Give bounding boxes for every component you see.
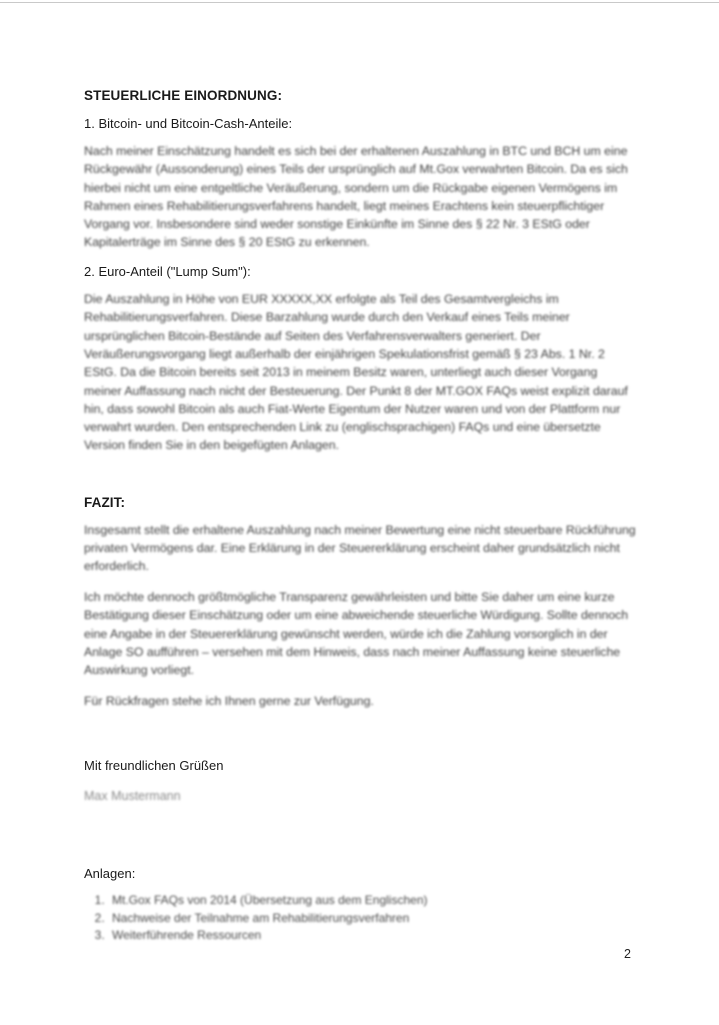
paragraph-euro-auszahlung: Die Auszahlung in Höhe von EUR XXXXX,XX erfolgte als Teil des Gesamtvergleichs im Rehabilitierungsverfahren. Diese Barzahlung wurde durch den Verkauf eines Teils meiner ursprünglichen Bitcoin-Bestände auf Seiten des Verfahrensverwalters generiert. Der Veräußerungsvorgang liegt außerhalb der einjährigen Spekulationsfrist gemäß § 23 Abs. 1 Nr. 2 EStG. Da die Bitcoin bereits seit 2013 in meinem Besitz waren, unterliegt auch dieser Vorgang meiner Auffassung nach nicht der Besteuerung. Der Punkt 8 der MT.GOX FAQs weist explizit darauf hin, dass sowohl Bitcoin als auch Fiat-Werte Eigentum der Nutzer waren und von der Plattform nur verwahrt wurden. Den entsprechenden Link zu (englischsprachigen) FAQs und eine übersetzte Version finden Sie in den beigefügten Anlagen. [84, 292, 628, 453]
attachments-heading: Anlagen: [84, 866, 136, 882]
paragraph-bitcoin-einschaetzung: Nach meiner Einschätzung handelt es sich bei der erhaltenen Auszahlung in BTC und BCH um eine Rückgewähr (Aussonderung) eines Teils der ursprünglich auf Mt.Gox verwahrten Bitcoin. Da es sich hierbei nicht um eine entgeltliche Veräußerung, sondern um die Rückgabe eigenen Vermögens im Rahmen eines Rehabilitierungsverfahrens handelt, liegt meines Erachtens kein steuerpflichtiger Vorgang vor. Insbesondere sind weder sonstige Einkünfte im Sinne des § 22 Nr. 3 EStG oder Kapitalerträge im Sinne des § 20 EStG zu erkennen. [84, 144, 628, 250]
attachments-list [84, 892, 637, 945]
section-heading-steuerliche-einordnung: STEUERLICHE EINORDNUNG: [84, 88, 283, 103]
attachment-item-ressourcen: 3. Weiterführende Ressourcen [108, 927, 637, 945]
paragraph-rueckfragen: Für Rückfragen stehe ich Ihnen gerne zur Verfügung. [84, 693, 374, 708]
paragraph-fazit-bewertung: Insgesamt stellt die erhaltene Auszahlung nach meiner Bewertung eine nicht steuerbare Rückführung privaten Vermögens dar. Eine Erklärung in der Steuererklärung erscheint daher grundsätzlich nicht erforderlich. [84, 522, 636, 574]
subheading-bitcoin-anteile: 1. Bitcoin- und Bitcoin-Cash-Anteile: [84, 116, 293, 131]
paragraph-fazit-transparenz: Ich möchte dennoch größtmögliche Transparenz gewährleisten und bitte Sie daher um eine kurze Bestätigung dieser Einschätzung oder um eine abweichende steuerliche Würdigung. Sollte dennoch eine Angabe in der Steuererklärung gewünscht werden, würde ich die Zahlung vorsorglich in der Anlage SO aufführen – versehen mit dem Hinweis, dass nach meiner Auffassung keine steuerliche Auswirkung vorliegt. [84, 589, 629, 678]
closing-salutation: Mit freundlichen Grüßen [84, 758, 224, 774]
page-number: 2 [624, 947, 631, 961]
letter-body [84, 0, 637, 945]
signature-name: Max Mustermann [84, 789, 181, 804]
section-heading-fazit: FAZIT: [84, 494, 126, 510]
attachment-item-mtgox-faqs: 1. Mt.Gox FAQs von 2014 (Übersetzung aus dem Englischen) [108, 892, 637, 910]
attachment-item-nachweise: 2. Nachweise der Teilnahme am Rehabilitierungsverfahren [108, 910, 637, 928]
subheading-euro-anteil: 2. Euro-Anteil ("Lump Sum"): [84, 264, 251, 280]
